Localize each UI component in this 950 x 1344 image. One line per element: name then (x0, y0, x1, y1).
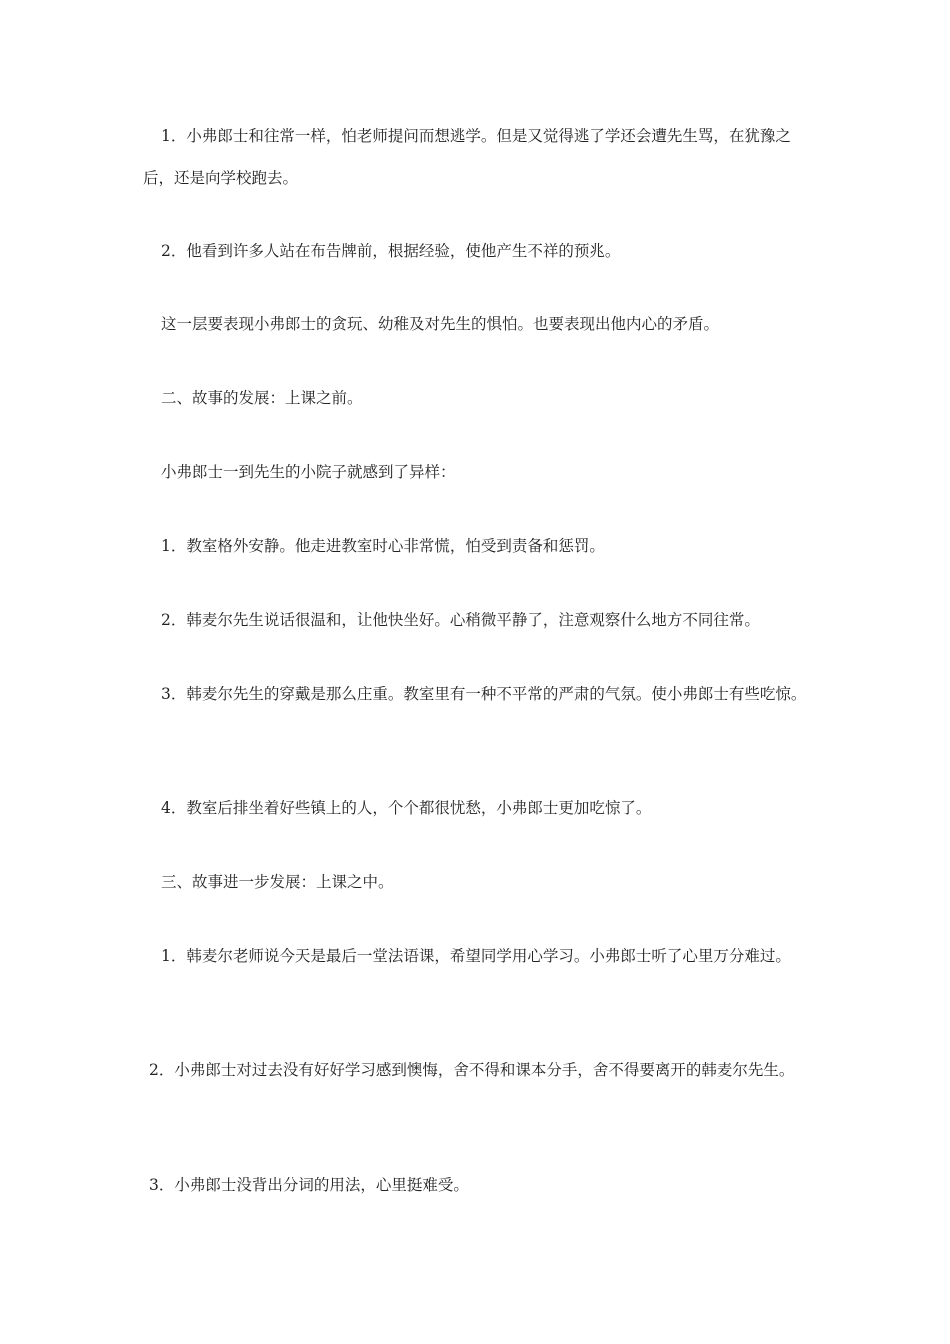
paragraph-11: 3．小弗郎士没背出分词的用法，心里挺难受。 (149, 1176, 469, 1194)
paragraph-2: 2．他看到许多人站在布告牌前，根据经验，使他产生不祥的预兆。 (161, 242, 621, 260)
section-heading-2: 二、故事的发展：上课之前。 (161, 389, 363, 407)
section-heading-3: 三、故事进一步发展：上课之中。 (161, 873, 394, 891)
paragraph-1: 1．小弗郎士和往常一样，怕老师提问而想逃学。但是又觉得逃了学还会遭先生骂，在犹豫之后，还是向学校跑去。 (143, 127, 791, 187)
paragraph-9: 1．韩麦尔老师说今天是最后一堂法语课，希望同学用心学习。小弗郎士听了心里万分难过。 (161, 947, 791, 965)
paragraph-5: 1．教室格外安静。他走进教室时心非常慌，怕受到责备和惩罚。 (161, 537, 605, 555)
paragraph-6: 2．韩麦尔先生说话很温和，让他快坐好。心稍微平静了，注意观察什么地方不同往常。 (161, 611, 760, 629)
paragraph-4: 小弗郎士一到先生的小院子就感到了异样： (161, 463, 456, 481)
paragraph-10: 2．小弗郎士对过去没有好好学习感到懊悔，舍不得和课本分手，舍不得要离开的韩麦尔先生。 (149, 1061, 795, 1079)
paragraph-7: 3．韩麦尔先生的穿戴是那么庄重。教室里有一种不平常的严肃的气氛。使小弗郎士有些吃惊。 (161, 685, 807, 703)
paragraph-8: 4．教室后排坐着好些镇上的人，个个都很忧愁，小弗郎士更加吃惊了。 (161, 799, 652, 817)
paragraph-3: 这一层要表现小弗郎士的贪玩、幼稚及对先生的惧怕。也要表现出他内心的矛盾。 (161, 315, 720, 333)
